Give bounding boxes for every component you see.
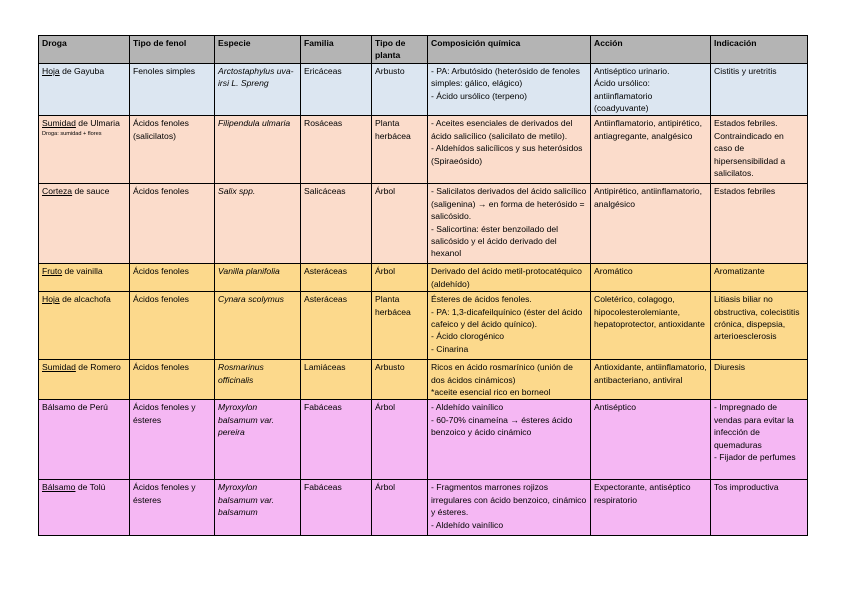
table-row	[39, 184, 808, 264]
header-accion: Acción	[591, 36, 711, 64]
cell-tipo-fenol	[130, 480, 215, 536]
cell-especie	[215, 400, 301, 480]
droga-part: Sumidad	[42, 362, 76, 373]
cell-tipo-planta	[372, 116, 428, 184]
droga-part: Hoja	[42, 294, 60, 305]
cell-tipo-fenol	[130, 264, 215, 292]
tipo-planta-text: Arbusto	[375, 65, 405, 76]
cell-indicacion	[711, 116, 808, 184]
composicion-line: - PA: 1,3-dicafeilquínico (éster del ácido cafeico y del ácido quínico).	[431, 306, 583, 330]
composicion-line: - 60-70% cinameína → ésteres ácido benzoico y ácido cinámico	[431, 414, 573, 438]
table-row	[39, 360, 808, 400]
accion-line: Antiséptico	[594, 402, 637, 413]
droga-part: Corteza	[42, 186, 73, 197]
header-indicacion: Indicación	[711, 36, 808, 64]
cell-tipo-planta	[372, 292, 428, 360]
cell-familia	[301, 360, 372, 400]
cell-indicacion	[711, 264, 808, 292]
cell-indicacion	[711, 400, 808, 480]
table-row	[39, 480, 808, 536]
droga-name: de vainilla	[62, 266, 103, 277]
cell-especie	[215, 63, 301, 116]
composicion-line: - Ácido ursólico (terpeno)	[431, 90, 528, 101]
phenol-drugs-table	[38, 35, 808, 536]
indicacion-line: Aromatizante	[714, 266, 765, 277]
cell-composicion	[428, 480, 591, 536]
cell-especie	[215, 480, 301, 536]
composicion-line: - Salicilatos derivados del ácido salicílico (saligenina) → en forma de heterósido = salicósido.	[431, 186, 587, 222]
composicion-line: - Salicortina: éster benzoilado del salicósido y el ácido derivado del hexanol	[431, 223, 559, 259]
cell-especie	[215, 292, 301, 360]
familia-text: Asteráceas	[304, 294, 347, 305]
droga-part: Fruto	[42, 266, 63, 277]
cell-droga	[39, 292, 130, 360]
cell-familia	[301, 184, 372, 264]
cell-tipo-planta	[372, 360, 428, 400]
composicion-line: - Ácido clorogénico	[431, 331, 505, 342]
cell-droga	[39, 184, 130, 264]
cell-indicacion	[711, 292, 808, 360]
header-row	[39, 36, 808, 64]
familia-text: Fabáceas	[304, 482, 342, 493]
tipo-fenol-text: Ácidos fenoles (salicilatos)	[133, 118, 189, 141]
cell-accion	[591, 116, 711, 184]
cell-tipo-planta	[372, 63, 428, 116]
familia-text: Asteráceas	[304, 266, 347, 277]
accion-line: Antiséptico urinario.	[594, 65, 670, 76]
cell-especie	[215, 116, 301, 184]
especie-text: Myroxylon balsamum var. balsamum	[218, 482, 275, 518]
droga-name: de Tolú	[75, 482, 106, 493]
cell-droga	[39, 116, 130, 184]
droga-name: de Romero	[75, 362, 121, 373]
tipo-planta-text: Arbusto	[375, 362, 405, 373]
cell-tipo-fenol	[130, 184, 215, 264]
indicacion-line: Estados febriles.	[714, 118, 778, 129]
especie-text: Filipendula ulmaria	[218, 118, 291, 129]
cell-composicion	[428, 292, 591, 360]
cell-familia	[301, 400, 372, 480]
cell-familia	[301, 264, 372, 292]
cell-droga	[39, 264, 130, 292]
cell-tipo-fenol	[130, 400, 215, 480]
droga-name: de sauce	[72, 186, 110, 197]
table-row	[39, 116, 808, 184]
cell-composicion	[428, 184, 591, 264]
composicion-line: - PA: Arbutósido (heterósido de fenoles simples: gálico, elágico)	[431, 65, 580, 89]
header-familia: Familia	[301, 36, 372, 64]
droga-name: de Gayuba	[59, 65, 105, 76]
especie-text: Cynara scolymus	[218, 294, 284, 305]
cell-tipo-planta	[372, 184, 428, 264]
cell-accion	[591, 184, 711, 264]
cell-composicion	[428, 360, 591, 400]
especie-text: Myroxylon balsamum var. pereira	[218, 402, 275, 438]
indicacion-line: - Impregnado de vendas para evitar la infección de quemaduras	[714, 402, 794, 450]
cell-tipo-planta	[372, 480, 428, 536]
accion-line: Ácido ursólico: antiinflamatorio (coadyuvante)	[594, 78, 653, 114]
composicion-line: - Aceites esenciales de derivados del ácido salicílico (salicilato de metilo).	[431, 118, 573, 141]
tipo-fenol-text: Ácidos fenoles	[133, 362, 189, 373]
familia-text: Salicáceas	[304, 186, 346, 197]
indicacion-line: Diuresis	[714, 362, 746, 373]
accion-line: Antipirético, antiinflamatorio, analgésico	[594, 186, 702, 209]
cell-familia	[301, 63, 372, 116]
tipo-planta-text: Árbol	[375, 482, 396, 493]
tipo-planta-text: Árbol	[375, 186, 396, 197]
table-row	[39, 264, 808, 292]
header-tipo-fenol: Tipo de fenol	[130, 36, 215, 64]
cell-familia	[301, 480, 372, 536]
cell-indicacion	[711, 480, 808, 536]
accion-line: Expectorante, antiséptico respiratorio	[594, 482, 691, 505]
cell-indicacion	[711, 360, 808, 400]
cell-composicion	[428, 400, 591, 480]
tipo-planta-text: Árbol	[375, 266, 396, 277]
familia-text: Rosáceas	[304, 118, 343, 129]
cell-droga	[39, 480, 130, 536]
cell-accion	[591, 400, 711, 480]
composicion-line: Ésteres de ácidos fenoles.	[431, 294, 532, 305]
droga-note: Droga: sumidad + flores	[42, 130, 102, 137]
cell-tipo-fenol	[130, 360, 215, 400]
composicion-line: Ricos en ácido rosmarínico (unión de dos ácidos cinámicos)	[431, 362, 573, 385]
cell-droga	[39, 360, 130, 400]
table-row	[39, 63, 808, 116]
cell-accion	[591, 63, 711, 116]
accion-line: Coletérico, colagogo, hipocolesterolemiante, hepatoprotector, antioxidante	[594, 294, 705, 330]
table-row	[39, 292, 808, 360]
especie-text: Arctostaphylus uva-irsi L. Spreng	[218, 65, 294, 89]
especie-text: Vanilla planifolia	[218, 266, 280, 277]
composicion-line: - Fragmentos marrones rojizos irregulares con ácido benzoico, cinámico y ésteres.	[431, 482, 587, 518]
cell-composicion	[428, 264, 591, 292]
cell-accion	[591, 360, 711, 400]
cell-tipo-fenol	[130, 292, 215, 360]
especie-text: Salix spp.	[218, 186, 256, 197]
accion-line: Antioxidante, antiinflamatorio, antibacteriano, antiviral	[594, 362, 707, 385]
cell-familia	[301, 292, 372, 360]
header-composicion: Composición química	[428, 36, 591, 64]
cell-droga	[39, 400, 130, 480]
composicion-line: - Aldehído vainílico	[431, 402, 504, 413]
familia-text: Lamiáceas	[304, 362, 346, 373]
tipo-planta-text: Árbol	[375, 402, 396, 413]
tipo-planta-text: Planta herbácea	[375, 294, 411, 317]
header-especie: Especie	[215, 36, 301, 64]
tipo-planta-text: Planta herbácea	[375, 118, 411, 141]
accion-line: Aromático	[594, 266, 633, 277]
cell-especie	[215, 264, 301, 292]
cell-composicion	[428, 116, 591, 184]
familia-text: Ericáceas	[304, 65, 342, 76]
tipo-fenol-text: Fenoles simples	[133, 65, 196, 76]
droga-name: de alcachofa	[59, 294, 111, 305]
droga-part: Sumidad	[42, 118, 76, 129]
cell-accion	[591, 480, 711, 536]
cell-tipo-fenol	[130, 116, 215, 184]
composicion-line: - Cinarina	[431, 343, 469, 354]
cell-familia	[301, 116, 372, 184]
cell-indicacion	[711, 184, 808, 264]
tipo-fenol-text: Ácidos fenoles y ésteres	[133, 482, 196, 505]
tipo-fenol-text: Ácidos fenoles	[133, 266, 189, 277]
indicacion-line: Estados febriles	[714, 186, 776, 197]
droga-part: Bálsamo	[42, 482, 76, 493]
indicacion-line: Litiasis biliar no obstructiva, colecistitis crónica, dispepsia, arterioesclerosis	[714, 294, 800, 342]
indicacion-line: Cistitis y uretritis	[714, 65, 777, 76]
tipo-fenol-text: Ácidos fenoles	[133, 186, 189, 197]
header-tipo-planta: Tipo de planta	[372, 36, 428, 64]
header-droga: Droga	[39, 36, 130, 64]
cell-indicacion	[711, 63, 808, 116]
especie-text: Rosmarinus officinalis	[218, 362, 264, 385]
droga-part: Hoja	[42, 65, 60, 76]
cell-droga	[39, 63, 130, 116]
droga-name: de Ulmaria	[75, 118, 120, 129]
composicion-line: - Aldehído vainílico	[431, 519, 504, 530]
cell-composicion	[428, 63, 591, 116]
accion-line: Antiinflamatorio, antipirético, antiagregante, analgésico	[594, 118, 702, 141]
cell-tipo-fenol	[130, 63, 215, 116]
indicacion-line: Contraindicado en caso de hipersensibilidad a salicilatos.	[714, 130, 786, 179]
droga-name: Bálsamo de Perú	[42, 402, 108, 413]
cell-especie	[215, 360, 301, 400]
familia-text: Fabáceas	[304, 402, 342, 413]
cell-especie	[215, 184, 301, 264]
indicacion-line: - Fijador de perfumes	[714, 452, 796, 463]
cell-accion	[591, 292, 711, 360]
composicion-line: *aceite esencial rico en borneol	[431, 387, 551, 398]
cell-tipo-planta	[372, 400, 428, 480]
indicacion-line: Tos improductiva	[714, 482, 779, 493]
tipo-fenol-text: Ácidos fenoles	[133, 294, 189, 305]
tipo-fenol-text: Ácidos fenoles y ésteres	[133, 402, 196, 425]
composicion-line: Derivado del ácido metil-protocatéquico (aldehído)	[431, 266, 582, 289]
table-row	[39, 400, 808, 480]
composicion-line: - Aldehídos salicílicos y sus heterósidos (Spiraeósido)	[431, 143, 583, 166]
cell-tipo-planta	[372, 264, 428, 292]
cell-accion	[591, 264, 711, 292]
